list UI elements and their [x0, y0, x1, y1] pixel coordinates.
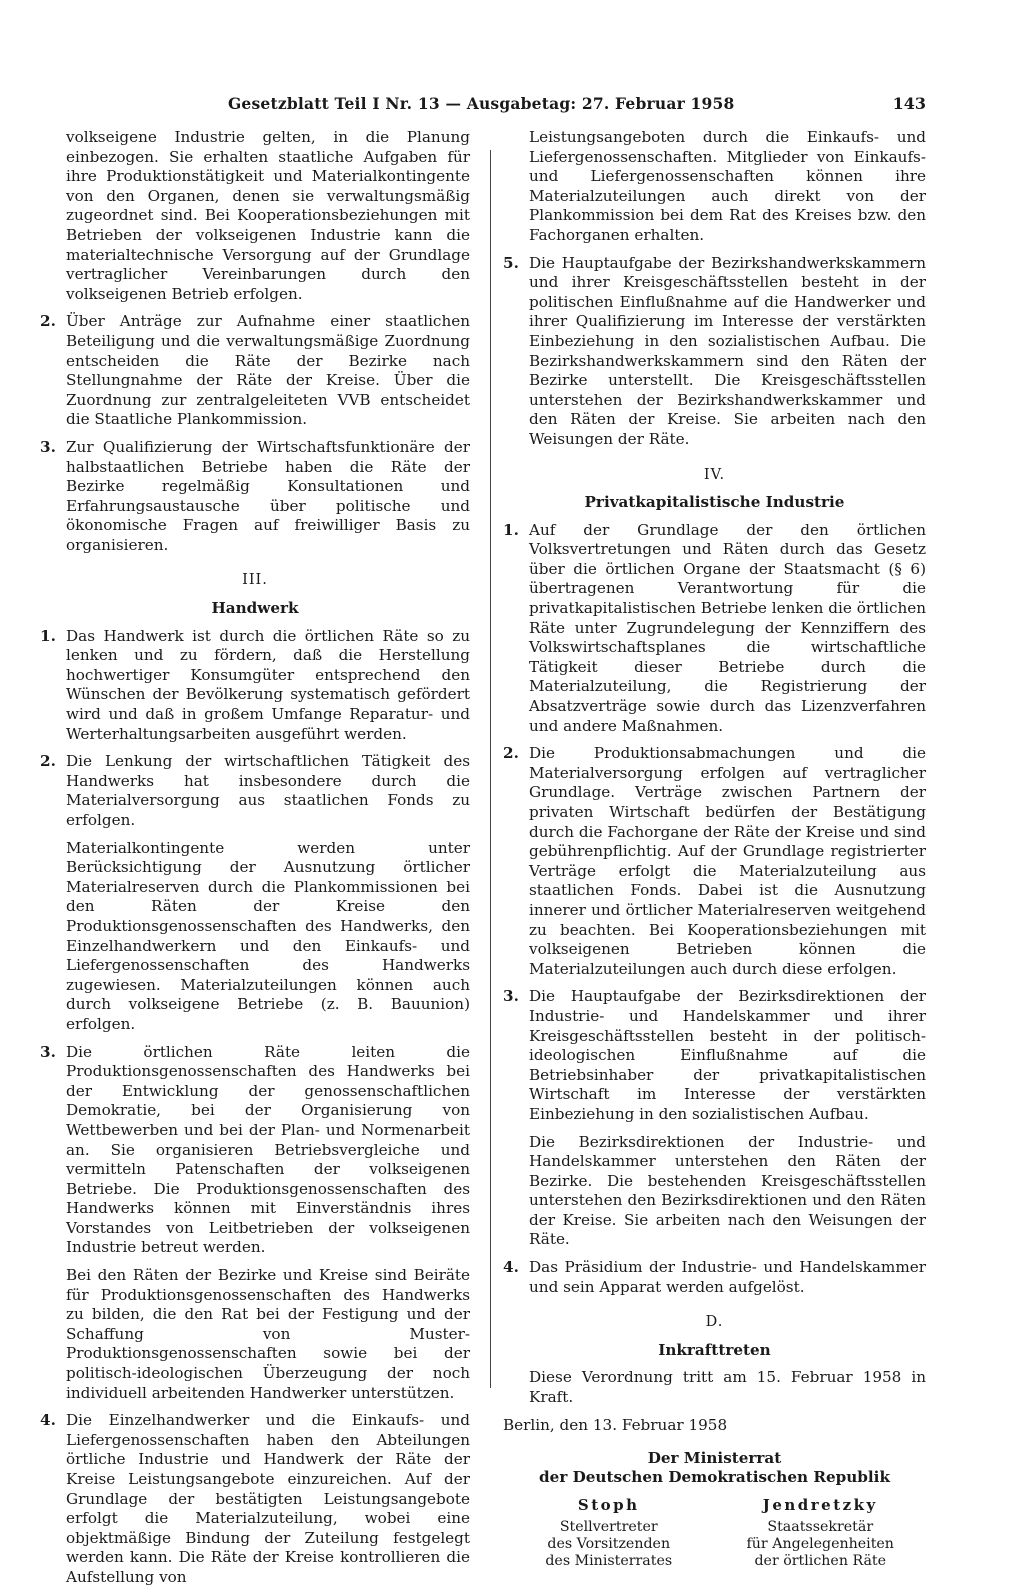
- list-item: [40, 627, 470, 745]
- signatory-name: Jendretzky: [762, 1496, 878, 1515]
- list-item: [503, 1258, 926, 1297]
- item-text: Auf der Grundlage der den örtlichen Volksvertretungen und Räten durch das Gesetz über die örtlichen Organe der Staatsmacht (§ 6) übertragenen Verantwortung für die privatkapitalistischen Betriebe lenken die örtlichen Räte unter Zugrundelegung der Kennziffern des Volkswirtschaftsplanes die wirtschaftliche Tätigkeit dieser Betriebe durch die Materialzuteilung, die Registrierung der Absatzverträge sowie durch das Lizenzverfahren und andere Maßnahmen.: [529, 520, 926, 735]
- signatory-title-line: für Angelegenheiten: [746, 1536, 894, 1553]
- council-heading: [503, 1449, 926, 1487]
- item-text: Das Präsidium der Industrie- und Handelskammer und sein Apparat werden aufgelöst.: [529, 1258, 926, 1296]
- list-item: [40, 438, 470, 556]
- section-title: Inkrafttreten: [658, 1340, 771, 1359]
- page-number: 143: [892, 94, 926, 113]
- item-text: Über Anträge zur Aufnahme einer staatlichen Beteiligung und die verwaltungsmäßige Zuordnung entscheiden die Räte der Bezirke nach Stellungnahme der Räte der Kreise. Über die Zuordnung zur zentralgeleiteten VVB entscheidet die Staatliche Plankommission.: [66, 312, 470, 429]
- signatory-title-line: des Vorsitzenden: [547, 1536, 671, 1553]
- council-line-2: der Deutschen Demokratischen Republik: [539, 1468, 890, 1487]
- item-number: 2.: [503, 744, 519, 763]
- continued-paragraph: Leistungsangeboten durch die Einkaufs- und Liefergenossenschaften. Mitglieder von Einkaufs- und Liefergenossenschaften können ihre Materialzuteilungen auch direkt von der Plankommission bei dem Rat des Kreises bzw. den Fachorganen erhalten.: [529, 128, 926, 244]
- list-item: [503, 744, 926, 979]
- section-title: Handwerk: [211, 599, 299, 618]
- signatory-1: [503, 1497, 715, 1570]
- section-number: III.: [242, 572, 268, 589]
- page-header: [228, 94, 926, 118]
- signatory-name: Stoph: [577, 1496, 640, 1515]
- item-number: 2.: [40, 752, 56, 771]
- item-paragraph: Bei den Räten der Bezirke und Kreise sind Beiräte für Produktionsgenossenschaften des Handwerks zu bilden, die den Rat bei der Festigung und der Schaffung von Muster-Produktionsgenossenschaften sowie bei der politisch-ideologischen Überzeugung der noch individuell arbeitenden Handwerker unterstützen.: [66, 1266, 470, 1402]
- column-divider: [490, 150, 491, 1388]
- list-item: [503, 254, 926, 450]
- list-item: [40, 752, 470, 1034]
- item-paragraph: Materialkontingente werden unter Berücksichtigung der Ausnutzung örtlicher Materialreserven durch die Plankommissionen bei den Räten der Kreise den Produktionsgenossenschaften des Handwerks, den Einzelhandwerkern und den Einkaufs- und Liefergenossenschaften des Handwerks zugewiesen. Materialzuteilungen können auch durch volkseigene Betriebe (z. B. Bauunion) erfolgen.: [66, 838, 470, 1033]
- right-column: [503, 128, 926, 1570]
- item-text: Die Lenkung der wirtschaftlichen Tätigkeit des Handwerks hat insbesondere durch die Materialversorgung aus staatlichen Fonds zu erfolgen.: [66, 752, 470, 829]
- list-item: [503, 987, 926, 1250]
- item-text: Zur Qualifizierung der Wirtschaftsfunktionäre der halbstaatlichen Betriebe haben die Räte der Bezirke regelmäßig Konsultationen und Erfahrungsaustausche über politische und ökonomische Fragen auf freiwilliger Basis zu organisieren.: [66, 437, 470, 554]
- item-number: 1.: [503, 520, 519, 539]
- item-number: 2.: [40, 312, 56, 331]
- item-paragraph: Die Bezirksdirektionen der Industrie- und Handelskammer unterstehen den Räten der Bezirke. Die bestehenden Kreisgeschäftsstellen unterstehen den Bezirksdirektionen und den Räten der Kreise. Sie arbeiten nach den Weisungen der Räte.: [529, 1132, 926, 1249]
- signatory-2: [715, 1497, 927, 1570]
- item-number: 3.: [40, 437, 56, 456]
- item-number: 3.: [40, 1042, 56, 1061]
- effective-date-text: Diese Verordnung tritt am 15. Februar 1958 in Kraft.: [529, 1368, 926, 1407]
- item-text: Die Produktionsabmachungen und die Materialversorgung erfolgen auf vertraglicher Grundlage. Verträge zwischen Partnern der privaten Wirtschaft bedürfen der Bestätigung durch die Fachorgane der Räte der Kreise und sind gebührenpflichtig. Auf der Grundlage registrierter Verträge erfolgt die Materialzuteilung aus staatlichen Fonds. Dabei ist die Ausnutzung innerer und örtlicher Materialreserven weitgehend zu beachten. Bei Kooperationsbeziehungen mit volkseigenen Betrieben können die Materialzuteilungen auch durch diese erfolgen.: [529, 744, 926, 978]
- section-number: IV.: [703, 466, 726, 483]
- signatory-title-line: Stellvertreter: [559, 1519, 658, 1536]
- item-text: Die örtlichen Räte leiten die Produktionsgenossenschaften des Handwerks bei der Entwicklung der genossenschaftlichen Demokratie, bei der Organisierung von Wettbewerben und bei der Plan- und Normenarbeit an. Sie organisieren Betriebsvergleiche und vermitteln Patenschaften der volkseigenen Betriebe. Die Produktionsgenossenschaften des Handwerks können mit Einverständnis ihres Vorstandes von Leitbetrieben der volkseigenen Industrie betreut werden.: [66, 1042, 470, 1257]
- item-number: 3.: [503, 987, 519, 1006]
- signatory-title-line: Staatssekretär: [767, 1519, 874, 1536]
- item-number: 4.: [503, 1258, 519, 1277]
- item-number: 1.: [40, 626, 56, 645]
- item-text: Die Hauptaufgabe der Bezirkshandwerkskammern und ihrer Kreisgeschäftsstellen besteht in der politischen Einflußnahme auf die Handwerker und ihrer Qualifizierung im Interesse der verstärkten Einbeziehung in den sozialistischen Aufbau. Die Bezirkshandwerkskammern sind den Räten der Bezirke unterstellt. Die Kreisgeschäftsstellen unterstehen der Bezirkshandwerkskammer und den Räten der Kreise. Sie arbeiten nach den Weisungen der Räte.: [529, 253, 926, 448]
- list-item: [503, 521, 926, 737]
- list-item: [40, 1411, 470, 1587]
- list-item: [40, 1043, 470, 1404]
- header-title: Gesetzblatt Teil I Nr. 13 — Ausgabetag: 27. Februar 1958: [228, 94, 735, 113]
- item-text: Die Hauptaufgabe der Bezirksdirektionen der Industrie- und Handelskammer und ihrer Kreisgeschäftsstellen besteht in der politisch-ideologischen Einflußnahme auf die Betriebsinhaber der privatkapitalistischen Wirtschaft im Interesse der verstärkten Einbeziehung in den sozialistischen Aufbau.: [529, 987, 926, 1123]
- place-date: Berlin, den 13. Februar 1958: [503, 1415, 728, 1434]
- continued-paragraph: volkseigene Industrie gelten, in die Planung einbezogen. Sie erhalten staatliche Aufgaben für ihre Produktionstätigkeit und Materialkontingente von den Organen, denen sie verwaltungsmäßig zugeordnet sind. Bei Kooperationsbeziehungen mit Betrieben der volkseigenen Industrie kann die materialtechnische Versorgung auf der Grundlage vertraglicher Vereinbarungen durch den volkseigenen Betrieb erfolgen.: [66, 128, 470, 303]
- left-column: [40, 128, 470, 1596]
- signatory-title-line: der örtlichen Räte: [754, 1553, 887, 1570]
- item-text: Das Handwerk ist durch die örtlichen Räte so zu lenken und zu fördern, daß die Herstellung hochwertiger Konsumgüter entsprechend den Wünschen der Bevölkerung systematisch gefördert wird und daß in großem Umfange Reparatur- und Werterhaltungsarbeiten ausgeführt werden.: [66, 626, 470, 743]
- section-title: Privatkapitalistische Industrie: [584, 493, 845, 512]
- item-number: 5.: [503, 253, 519, 272]
- section-number: D.: [705, 1314, 724, 1331]
- council-line-1: Der Ministerrat: [647, 1449, 782, 1468]
- item-number: 4.: [40, 1411, 56, 1430]
- list-item: [40, 312, 470, 430]
- signatory-title-line: des Ministerrates: [545, 1553, 673, 1570]
- item-text: Die Einzelhandwerker und die Einkaufs- und Liefergenossenschaften haben den Abteilungen örtliche Industrie und Handwerk der Räte der Kreise Leistungsangebote einzureichen. Auf der Grundlage der bestätigten Leistungsangebote erfolgt die Materialzuteilung, wobei eine objektmäßige Bindung der Zuteilung festgelegt werden kann. Die Räte der Kreise kontrollieren die Aufstellung von: [66, 1411, 470, 1586]
- signatories: [503, 1497, 926, 1570]
